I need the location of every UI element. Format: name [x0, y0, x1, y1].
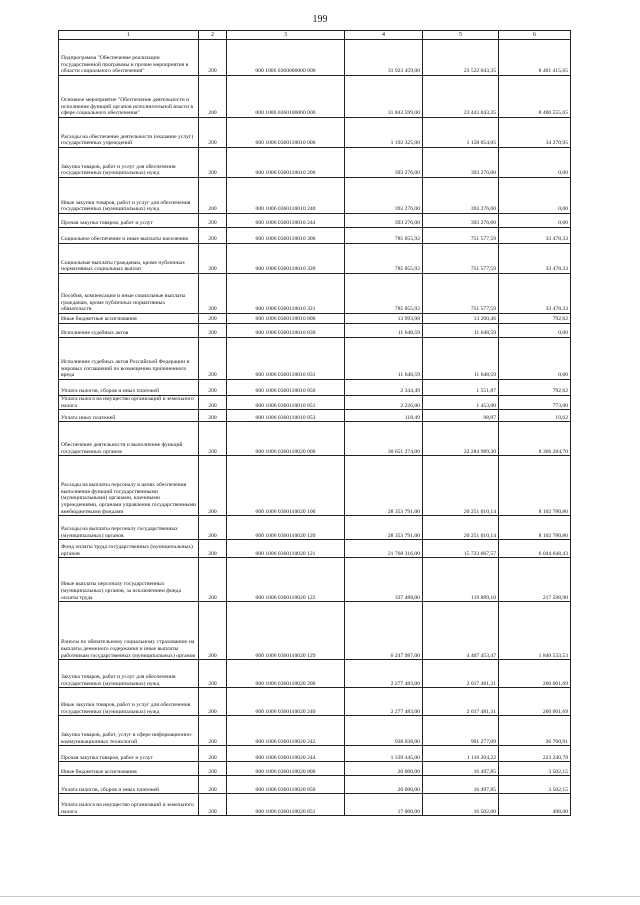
row-name-cell: Социальное обеспечение и иные выплаты населению [59, 228, 199, 244]
row-name-cell: Пособия, компенсации и иные социальные выплаты гражданам, кроме публичных нормативных обязательств [59, 274, 199, 314]
row-executed-cell: 23 443 043,35 [423, 76, 499, 118]
row-name-cell: Закупка товаров, работ и услуг для обеспечения государственных (муниципальных) нужд [59, 148, 199, 178]
column-header: 4 [345, 31, 423, 40]
row-approved-cell: 11 648,59 [345, 324, 423, 338]
row-unexecuted-cell: 34 270,95 [499, 118, 571, 148]
row-unexecuted-cell: 773,00 [499, 396, 571, 410]
row-code-cell: 000 1006 0360110020 120 [227, 516, 345, 540]
row-executed-cell: 901 277,09 [423, 716, 499, 746]
row-name-cell: Прочая закупка товаров, работ и услуг [59, 214, 199, 228]
table-row [59, 324, 571, 338]
row-unexecuted-cell: 19,62 [499, 410, 571, 422]
row-approved-cell: 20 000,00 [345, 762, 423, 776]
row-name-cell: Подпрограмма "Обеспечение реализации государственной программы и прочие мероприятия в области социального обеспечения" [59, 40, 199, 76]
table-row [59, 410, 571, 422]
row-unexecuted-cell: 36 760,91 [499, 716, 571, 746]
header-row [59, 31, 571, 40]
row-unexecuted-cell: 33 478,33 [499, 244, 571, 274]
row-approved-cell: 393 276,00 [345, 178, 423, 214]
row-executed-cell: 16 497,85 [423, 762, 499, 776]
row-code-cell: 000 1006 0360110020 800 [227, 762, 345, 776]
row-unexecuted-cell: 792,62 [499, 314, 571, 324]
row-name-cell: Уплата налога на имущество организаций и земельного налога [59, 396, 199, 410]
row-executed-cell: 15 723 667,57 [423, 540, 499, 558]
row-name-cell: Основное мероприятие "Обеспечение деятельности и исполнение функций органов исполнительной власти в сфере социального обеспечения" [59, 76, 199, 118]
row-approved-cell: 337 488,00 [345, 558, 423, 602]
row-name-cell: Расходы на обеспечение деятельности (оказание услуг) государственных учреждений [59, 118, 199, 148]
table-row [59, 794, 571, 816]
row-approved-cell: 28 353 791,00 [345, 456, 423, 516]
row-name-cell: Социальные выплаты гражданам, кроме публичных нормативных социальных выплат [59, 244, 199, 274]
row-executed-cell: 2 017 481,31 [423, 688, 499, 716]
row-unexecuted-cell: 1 840 533,53 [499, 602, 571, 660]
row-executed-cell: 2 017 481,31 [423, 660, 499, 688]
row-code-cell: 000 1006 0360110010 853 [227, 410, 345, 422]
row-executed-cell: 13 200,46 [423, 314, 499, 324]
row-name-cell: Исполнение судебных актов [59, 324, 199, 338]
table-row [59, 338, 571, 380]
table-row [59, 762, 571, 776]
row-code-cell: 000 1006 0360110020 851 [227, 794, 345, 816]
row-code-cell: 000 1006 0360110010 800 [227, 314, 345, 324]
row-code-cell: 000 1006 0360110010 830 [227, 324, 345, 338]
row-executed-cell: 1 158 054,05 [423, 118, 499, 148]
table-row [59, 776, 571, 794]
row-executed-cell: 16 497,85 [423, 776, 499, 794]
table-row [59, 178, 571, 214]
row-name-cell: Уплата налога на имущество организаций и земельного налога [59, 794, 199, 816]
column-header: 5 [423, 31, 499, 40]
row-executed-cell: 751 577,59 [423, 228, 499, 244]
row-admin-cell: 200 [199, 410, 227, 422]
row-code-cell: 000 1006 0360110020 129 [227, 602, 345, 660]
table-row [59, 40, 571, 76]
row-admin-cell: 200 [199, 214, 227, 228]
row-unexecuted-cell: 260 001,69 [499, 688, 571, 716]
row-admin-cell: 200 [199, 762, 227, 776]
row-code-cell: 000 1006 0360100000 000 [227, 76, 345, 118]
row-executed-cell: 393 276,00 [423, 148, 499, 178]
row-approved-cell: 2 277 483,00 [345, 660, 423, 688]
row-admin-cell: 200 [199, 380, 227, 396]
row-code-cell: 000 1006 0360110010 831 [227, 338, 345, 380]
row-approved-cell: 28 353 791,00 [345, 516, 423, 540]
row-admin-cell: 200 [199, 40, 227, 76]
row-approved-cell: 31 923 459,00 [345, 40, 423, 76]
page-number: 199 [312, 14, 328, 25]
row-admin-cell: 200 [199, 558, 227, 602]
table-row [59, 396, 571, 410]
table-row [59, 244, 571, 274]
row-approved-cell: 13 993,08 [345, 314, 423, 324]
row-executed-cell: 20 251 010,14 [423, 516, 499, 540]
row-approved-cell: 393 276,00 [345, 148, 423, 178]
table-row [59, 558, 571, 602]
row-admin-cell: 200 [199, 776, 227, 794]
row-name-cell: Уплата налогов, сборов и иных платежей [59, 776, 199, 794]
row-approved-cell: 785 055,92 [345, 274, 423, 314]
row-executed-cell: 11 648,59 [423, 324, 499, 338]
table-row [59, 688, 571, 716]
row-unexecuted-cell: 498,00 [499, 794, 571, 816]
row-name-cell: Обеспечение деятельности и выполнение функций государственных органов [59, 422, 199, 456]
table-row [59, 118, 571, 148]
table-row [59, 456, 571, 516]
row-name-cell: Иные выплаты персоналу государственных (муниципальных) органов, за исключением фонда оплаты труда [59, 558, 199, 602]
row-executed-cell: 23 522 043,35 [423, 40, 499, 76]
row-unexecuted-cell: 8 102 780,86 [499, 456, 571, 516]
row-unexecuted-cell: 3 502,15 [499, 776, 571, 794]
row-approved-cell: 2 344,49 [345, 380, 423, 396]
row-code-cell: 000 1006 0360110010 000 [227, 118, 345, 148]
row-admin-cell: 200 [199, 148, 227, 178]
row-name-cell: Уплата иных платежей [59, 410, 199, 422]
row-admin-cell: 200 [199, 716, 227, 746]
row-code-cell: 000 1006 0360110020 242 [227, 716, 345, 746]
table-row [59, 746, 571, 762]
row-admin-cell: 200 [199, 118, 227, 148]
row-approved-cell: 31 843 599,00 [345, 76, 423, 118]
row-executed-cell: 98,87 [423, 410, 499, 422]
row-name-cell: Закупка товаров, работ и услуг для обеспечения государственных (муниципальных) нужд [59, 660, 199, 688]
table-row [59, 148, 571, 178]
row-executed-cell: 4 407 453,47 [423, 602, 499, 660]
table-row [59, 228, 571, 244]
table-row [59, 274, 571, 314]
row-admin-cell: 200 [199, 746, 227, 762]
row-unexecuted-cell: 792,62 [499, 380, 571, 396]
row-approved-cell: 785 055,92 [345, 244, 423, 274]
table-row [59, 422, 571, 456]
row-executed-cell: 20 251 010,14 [423, 456, 499, 516]
row-code-cell: 000 1006 0360110020 100 [227, 456, 345, 516]
row-unexecuted-cell: 260 001,69 [499, 660, 571, 688]
row-approved-cell: 2 226,00 [345, 396, 423, 410]
row-executed-cell: 751 577,59 [423, 244, 499, 274]
row-approved-cell: 30 651 274,00 [345, 422, 423, 456]
table-row [59, 716, 571, 746]
row-name-cell: Иные бюджетные ассигнования [59, 314, 199, 324]
row-admin-cell: 200 [199, 660, 227, 688]
row-admin-cell: 200 [199, 794, 227, 816]
row-admin-cell: 200 [199, 422, 227, 456]
row-admin-cell: 200 [199, 688, 227, 716]
row-code-cell: 000 1006 0360110020 121 [227, 540, 345, 558]
row-approved-cell: 393 276,00 [345, 214, 423, 228]
table-row [59, 76, 571, 118]
row-code-cell: 000 1006 0360000000 000 [227, 40, 345, 76]
row-unexecuted-cell: 0,00 [499, 214, 571, 228]
row-name-cell: Исполнение судебных актов Российской Федерации и мировых соглашений по возмещению причиненного вреда [59, 338, 199, 380]
row-code-cell: 000 1006 0360110010 244 [227, 214, 345, 228]
row-admin-cell: 200 [199, 324, 227, 338]
row-admin-cell: 200 [199, 274, 227, 314]
row-code-cell: 000 1006 0360110020 850 [227, 776, 345, 794]
table-row [59, 540, 571, 558]
row-name-cell: Иные закупки товаров, работ и услуг для обеспечения государственных (муниципальных) нужд [59, 178, 199, 214]
row-unexecuted-cell: 0,00 [499, 178, 571, 214]
table-row [59, 380, 571, 396]
row-approved-cell: 21 768 316,00 [345, 540, 423, 558]
column-header: 2 [199, 31, 227, 40]
table-row [59, 602, 571, 660]
row-unexecuted-cell: 8 401 415,65 [499, 40, 571, 76]
row-unexecuted-cell: 8 366 284,70 [499, 422, 571, 456]
row-code-cell: 000 1006 0360110020 200 [227, 660, 345, 688]
table-body [59, 40, 571, 816]
row-admin-cell: 200 [199, 396, 227, 410]
row-admin-cell: 200 [199, 516, 227, 540]
row-name-cell: Расходы на выплаты персоналу в целях обеспечения выполнения функций государственными (муниципальными) органами, казенными учреждениями, органами управления государственными внебюджетными фондами [59, 456, 199, 516]
row-code-cell: 000 1006 0360110010 320 [227, 244, 345, 274]
row-approved-cell: 6 247 987,00 [345, 602, 423, 660]
budget-table [58, 30, 571, 816]
row-approved-cell: 17 000,00 [345, 794, 423, 816]
row-name-cell: Уплата налогов, сборов и иных платежей [59, 380, 199, 396]
row-unexecuted-cell: 217 598,90 [499, 558, 571, 602]
row-approved-cell: 11 648,59 [345, 338, 423, 380]
row-executed-cell: 119 889,10 [423, 558, 499, 602]
row-admin-cell: 200 [199, 178, 227, 214]
row-approved-cell: 2 277 483,00 [345, 688, 423, 716]
scan-edge-line [0, 896, 640, 897]
row-name-cell: Иные бюджетные ассигнования [59, 762, 199, 776]
row-admin-cell: 200 [199, 228, 227, 244]
row-admin-cell: 200 [199, 314, 227, 324]
row-executed-cell: 22 284 989,30 [423, 422, 499, 456]
table-row [59, 660, 571, 688]
row-approved-cell: 20 000,00 [345, 776, 423, 794]
row-executed-cell: 393 276,00 [423, 178, 499, 214]
row-code-cell: 000 1006 0360110010 321 [227, 274, 345, 314]
row-name-cell: Прочая закупка товаров, работ и услуг [59, 746, 199, 762]
table-row [59, 516, 571, 540]
row-admin-cell: 200 [199, 456, 227, 516]
row-executed-cell: 11 648,59 [423, 338, 499, 380]
row-name-cell: Закупка товаров, работ, услуг в сфере информационно-коммуникационных технологий [59, 716, 199, 746]
row-approved-cell: 1 339 445,00 [345, 746, 423, 762]
row-code-cell: 000 1006 0360110020 122 [227, 558, 345, 602]
row-unexecuted-cell: 0,00 [499, 338, 571, 380]
row-approved-cell: 938 038,00 [345, 716, 423, 746]
row-executed-cell: 1 116 204,22 [423, 746, 499, 762]
row-unexecuted-cell: 6 044 648,43 [499, 540, 571, 558]
row-admin-cell: 200 [199, 76, 227, 118]
row-admin-cell: 200 [199, 338, 227, 380]
row-unexecuted-cell: 3 502,15 [499, 762, 571, 776]
row-approved-cell: 118,49 [345, 410, 423, 422]
row-name-cell: Расходы на выплаты персоналу государственных (муниципальных) органов [59, 516, 199, 540]
row-executed-cell: 751 577,59 [423, 274, 499, 314]
row-name-cell: Взносы по обязательному социальному страхованию на выплаты денежного содержания и иные выплаты работникам государственных (муниципальных) органов [59, 602, 199, 660]
row-code-cell: 000 1006 0360110010 851 [227, 396, 345, 410]
row-executed-cell: 1 453,00 [423, 396, 499, 410]
row-unexecuted-cell: 33 478,33 [499, 274, 571, 314]
row-code-cell: 000 1006 0360110010 200 [227, 148, 345, 178]
row-unexecuted-cell: 33 478,33 [499, 228, 571, 244]
row-approved-cell: 1 192 325,00 [345, 118, 423, 148]
column-header: 3 [227, 31, 345, 40]
column-header: 6 [499, 31, 571, 40]
row-name-cell: Иные закупки товаров, работ и услуг для обеспечения государственных (муниципальных) нужд [59, 688, 199, 716]
row-admin-cell: 200 [199, 244, 227, 274]
row-admin-cell: 200 [199, 540, 227, 558]
row-unexecuted-cell: 0,00 [499, 324, 571, 338]
row-executed-cell: 1 551,87 [423, 380, 499, 396]
row-unexecuted-cell: 223 240,78 [499, 746, 571, 762]
row-code-cell: 000 1006 0360110010 850 [227, 380, 345, 396]
row-approved-cell: 785 055,92 [345, 228, 423, 244]
row-unexecuted-cell: 8 102 780,86 [499, 516, 571, 540]
row-executed-cell: 16 502,00 [423, 794, 499, 816]
row-executed-cell: 393 276,00 [423, 214, 499, 228]
row-code-cell: 000 1006 0360110010 300 [227, 228, 345, 244]
table-row [59, 214, 571, 228]
row-code-cell: 000 1006 0360110010 240 [227, 178, 345, 214]
row-name-cell: Фонд оплаты труда государственных (муниципальных) органов [59, 540, 199, 558]
row-unexecuted-cell: 8 400 555,65 [499, 76, 571, 118]
table-row [59, 314, 571, 324]
row-admin-cell: 200 [199, 602, 227, 660]
column-header: 1 [59, 31, 199, 40]
row-code-cell: 000 1006 0360110020 000 [227, 422, 345, 456]
row-code-cell: 000 1006 0360110020 244 [227, 746, 345, 762]
row-unexecuted-cell: 0,00 [499, 148, 571, 178]
row-code-cell: 000 1006 0360110020 240 [227, 688, 345, 716]
